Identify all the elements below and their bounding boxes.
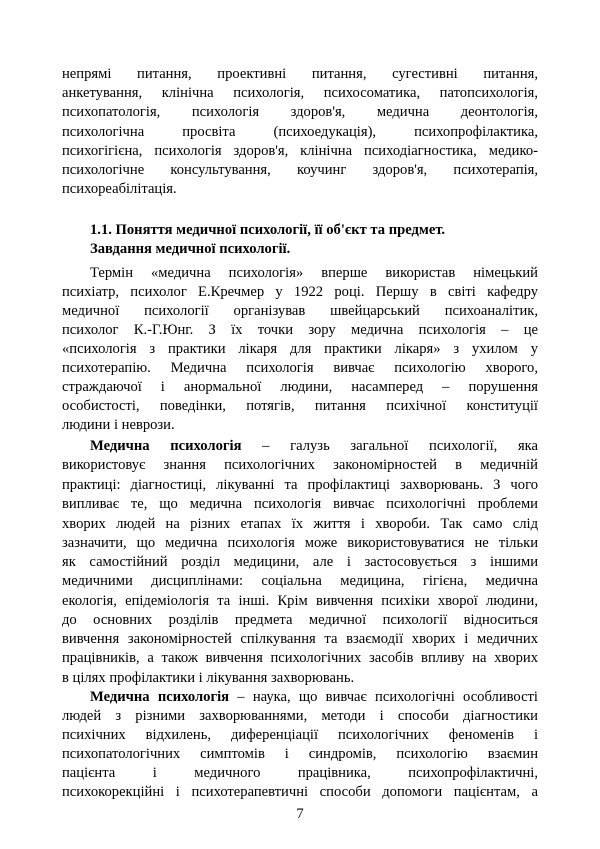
page-number: 7 [296, 806, 304, 822]
paragraph-line: медичними дисциплінами: соціальна медицина, гігієна, медична [62, 573, 538, 589]
paragraph-line: страждаючої і анормальної людини, насамперед – порушення [62, 379, 538, 395]
paragraph-line: психіатр, психолог Е.Кречмер у 1922 році. Першу в світі кафедру [62, 284, 538, 300]
paragraph-line: випливає те, що медична психологія вивчає психологічні проблеми [62, 496, 538, 512]
paragraph-line: пацієнта і медичного працівника, психопрофілактичні, [62, 765, 538, 781]
paragraph-line: Термін «медична психологія» вперше використав німецький [90, 265, 538, 281]
intro-line: психопатологія, психологія здоров'я, медична деонтологія, [62, 104, 538, 120]
paragraph-text: – наука, що вивчає психологічні особливості [229, 689, 538, 705]
paragraph-line: як самостійний розділ медицини, але і застосовується з іншими [62, 554, 538, 570]
intro-line: психологічне консультування, коучинг здоров'я, психотерапія, [62, 162, 538, 178]
paragraph-line [90, 689, 538, 706]
paragraph-line: зазначити, що медична психологія може використовуватися не тільки [62, 535, 538, 551]
paragraph-line: працівників, а також вивчення психологічних засобів впливу на хворих [62, 650, 538, 666]
paragraph-line: психопатологічних симптомів і синдромів, психологію взаємин [62, 746, 538, 762]
paragraph-line: «психологія з практики лікаря для практики лікаря» з ухилом у [62, 341, 538, 357]
paragraph-line: вивчення закономірностей спілкування та взаємодії хворих і медичних [62, 631, 538, 647]
intro-line: анкетування, клінічна психологія, психосоматика, патопсихологія, [62, 85, 538, 101]
term-bold: Медична психологія [90, 438, 242, 454]
paragraph-line: екологія, епідеміологія та інші. Крім вивчення психіки хворої людини, [62, 593, 538, 609]
intro-line: психореабілітація. [62, 181, 177, 197]
paragraph-line: людей з різними захворюваннями, методи і способи діагностики [62, 708, 538, 724]
paragraph-line: хворих людей на різних етапах їх життя і хвороби. Так само слід [62, 516, 538, 532]
section-heading: Завдання медичної психології. [90, 241, 291, 257]
intro-line: психогігієна, психологія здоров'я, клінічна психодіагностика, медико- [62, 143, 538, 159]
paragraph-line: в цілях профілактики і лікування захворювань. [62, 670, 355, 686]
paragraph-line: використовує знання психологічних закономірностей в медичній [62, 457, 538, 473]
paragraph-line: психотерапію. Медична психологія вивчає психологію хворого, [62, 360, 538, 376]
paragraph-line: медичної психології організував швейцарський психоаналітик, [62, 303, 538, 319]
paragraph-line: особистості, поведінки, потягів, питання психічної конституції [62, 398, 538, 414]
intro-line: психологічна просвіта (психоедукація), психопрофілактика, [62, 124, 538, 140]
term-bold: Медична психологія [90, 689, 230, 705]
paragraph-line: психічних відхилень, диференціації психологічних феноменів і [62, 727, 538, 743]
paragraph-line: людини і неврози. [62, 417, 175, 433]
section-heading: 1.1. Поняття медичної психології, її об'єкт та предмет. [90, 222, 446, 238]
paragraph-line: психокорекційні і психотерапевтичні способи допомоги пацієнтам, а [62, 784, 538, 800]
paragraph-line: практиці: діагностиці, лікуванні та профілактиці захворювань. З чого [62, 477, 538, 493]
paragraph-line [90, 438, 538, 455]
paragraph-text: – галузь загальної психології, яка [241, 438, 539, 454]
paragraph-line: до основних розділів предмета медичної психології відноситься [62, 612, 538, 628]
paragraph-line: психолог К.-Г.Юнг. З їх точки зору медична психологія – це [62, 322, 538, 338]
intro-line: непрямі питання, проективні питання, сугестивні питання, [62, 66, 538, 82]
